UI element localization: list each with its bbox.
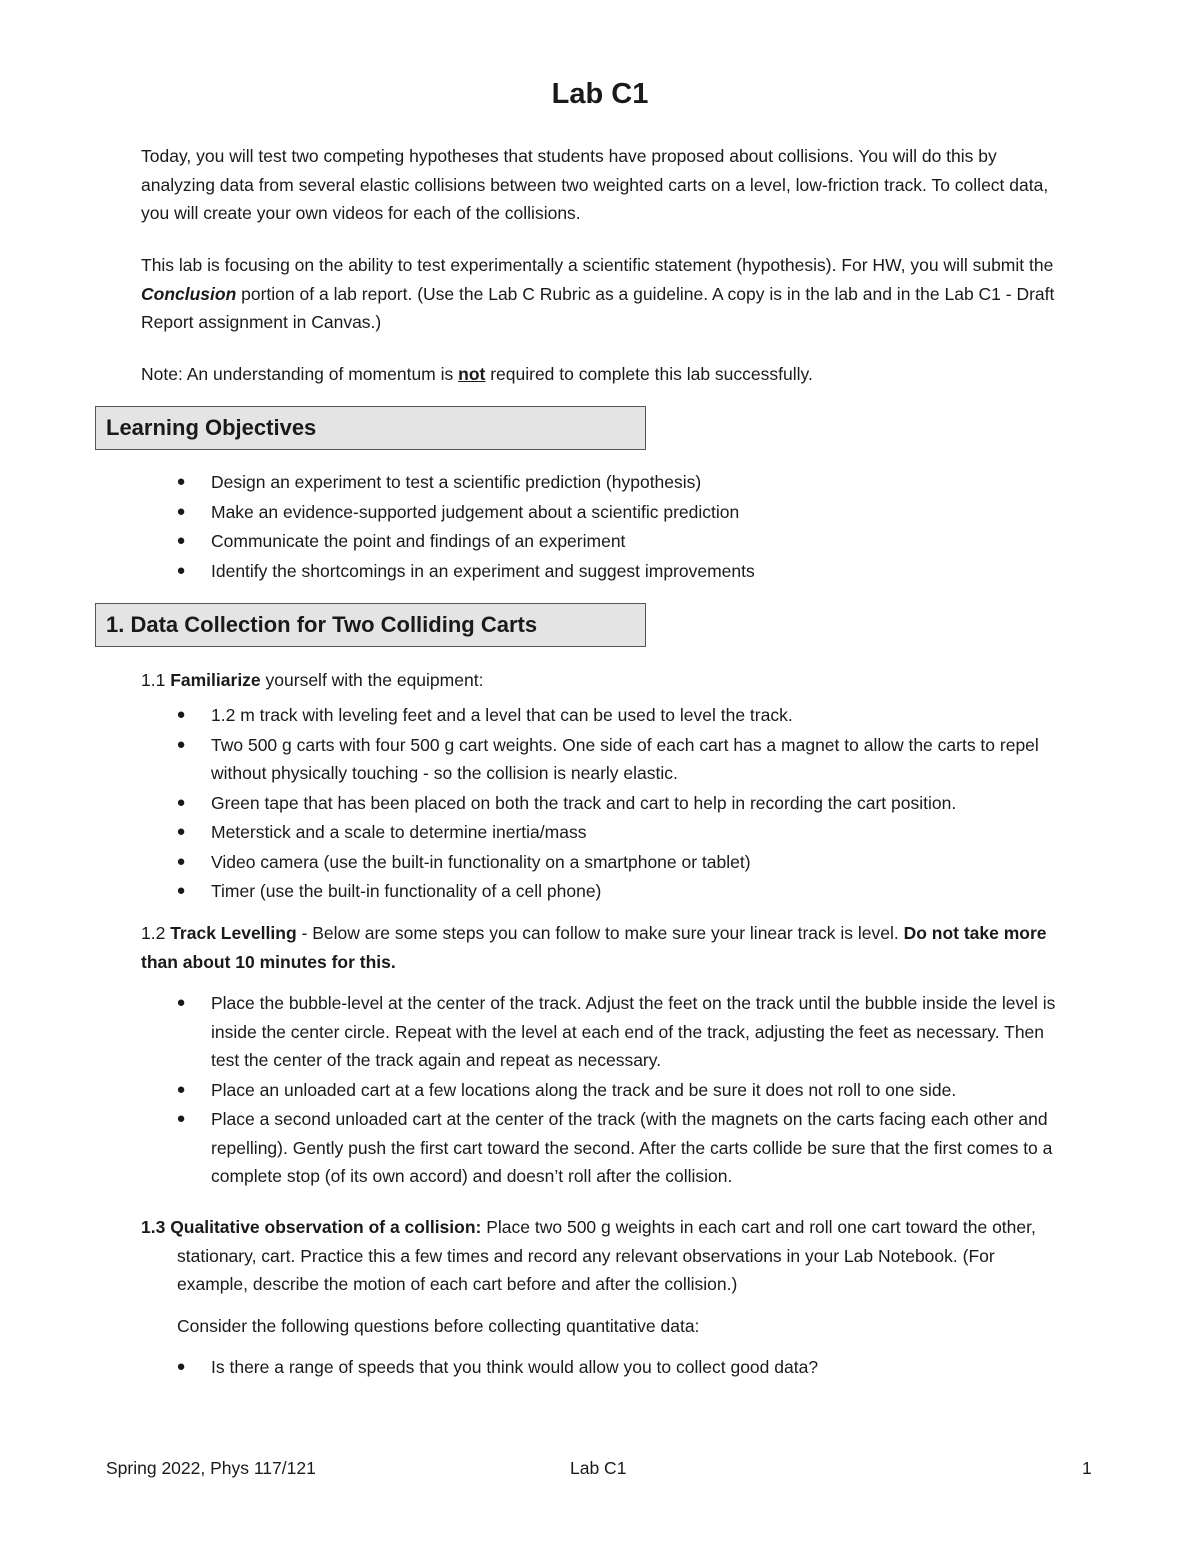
bullet: ● — [176, 473, 186, 490]
leveling-steps-list — [0, 989, 1061, 1191]
list-item: ● Identify the shortcomings in an experiment and suggest improvements — [0, 557, 1061, 586]
bullet: ● — [176, 561, 186, 579]
conclusion-emphasis: Conclusion — [141, 283, 237, 304]
note-paragraph — [141, 360, 1066, 389]
list-item: ● Is there a range of speeds that you think would allow you to collect good data? — [0, 1353, 1061, 1382]
learning-objectives-list — [0, 468, 1061, 585]
list-item: ● 1.2 m track with leveling feet and a level that can be used to level the track. — [0, 701, 1061, 730]
intro-p2-rest: portion of a lab report. (Use the Lab C Rubric as a guideline. A copy is in the lab and in the Lab C1 - Draft Report assignment in Canvas.) — [141, 283, 1055, 332]
familiarize-bold: Familiarize — [170, 670, 261, 690]
list-item: ● Communicate the point and findings of an experiment — [0, 527, 1061, 556]
not-emphasis: not — [458, 364, 486, 384]
learning-objectives-heading: Learning Objectives — [95, 406, 646, 450]
bullet: ● — [176, 1110, 186, 1127]
bullet: ● — [176, 706, 186, 723]
intro-paragraph-hw — [141, 251, 1066, 337]
bullet: ● — [176, 994, 186, 1011]
bullet: ● — [176, 735, 186, 753]
list-item: ● Make an evidence-supported judgement about a scientific prediction — [0, 498, 1061, 527]
list-item: ● Place a second unloaded cart at the center of the track (with the magnets on the carts facing each other and repelling). Gently push the first cart toward the second. After the carts collide be sure that the first comes to a complete stop (of its own accord) and doesn’t roll after the collision. — [0, 1105, 1061, 1191]
step-1-3: 1.3 Qualitative observation of a collision: Place two 500 g weights in each cart and roll one cart toward the other, stationary, cart. Practice this a few times and record any relevant observations in your Lab Notebook. (For example, describe the motion of each cart before and after the collision.) — [141, 1217, 1036, 1294]
section-1-heading: 1. Data Collection for Two Colliding Carts — [95, 603, 646, 647]
questions-list — [0, 1353, 1061, 1382]
note-text: Note: An understanding of momentum is — [141, 364, 459, 384]
list-item: ● Timer (use the built-in functionality of a cell phone) — [0, 877, 1061, 906]
note-rest: required to complete this lab successfully. — [485, 364, 813, 384]
bullet: ● — [176, 1358, 186, 1375]
bullet: ● — [176, 882, 186, 899]
page-title: Lab C1 — [551, 78, 649, 110]
bullet: ● — [176, 502, 186, 520]
page-number: 1 — [1082, 1458, 1092, 1478]
qualitative-observation-bold: 1.3 Qualitative observation of a collision: — [141, 1217, 482, 1237]
time-limit-bold: Do not take more than about 10 minutes for this. — [141, 923, 1047, 972]
track-levelling-bold: Track Levelling — [170, 923, 297, 943]
bullet: ● — [176, 1080, 186, 1098]
equipment-list — [0, 701, 1061, 906]
list-item: ● Two 500 g carts with four 500 g cart weights. One side of each cart has a magnet to allow the carts to repel without physically touching - so the collision is nearly elastic. — [0, 731, 1061, 788]
step-1-1: 1.1 Familiarize yourself with the equipment: — [141, 670, 484, 690]
bullet: ● — [176, 793, 186, 811]
bullet: ● — [176, 532, 186, 549]
list-item: ● Place an unloaded cart at a few locations along the track and be sure it does not roll to one side. — [0, 1076, 1061, 1105]
intro-p2-text: This lab is focusing on the ability to test experimentally a scientific statement (hypothesis). For HW, you will submit the — [141, 255, 1054, 275]
list-item: ● Green tape that has been placed on both the track and cart to help in recording the cart position. — [0, 789, 1061, 818]
bullet: ● — [176, 823, 186, 840]
list-item: ● Design an experiment to test a scientific prediction (hypothesis) — [0, 468, 1061, 497]
footer-course: Spring 2022, Phys 117/121 — [106, 1458, 316, 1478]
intro-paragraph: Today, you will test two competing hypotheses that students have proposed about collisions. You will do this by analyzing data from several elastic collisions between two weighted carts on a level, low-friction track. To collect data, you will create your own videos for each of the collisions. — [141, 146, 1049, 223]
consider-text: Consider the following questions before collecting quantitative data: — [177, 1316, 700, 1336]
list-item: ● Video camera (use the built-in functionality on a smartphone or tablet) — [0, 848, 1061, 877]
step-1-2: 1.2 Track Levelling - Below are some steps you can follow to make sure your linear track is level. Do not take more than about 10 minutes for this. — [141, 923, 1047, 972]
bullet: ● — [176, 852, 186, 870]
list-item: ● Place the bubble-level at the center of the track. Adjust the feet on the track until the bubble inside the level is inside the center circle. Repeat with the level at each end of the track, adjusting the feet as necessary. Then test the center of the track again and repeat as necessary. — [0, 989, 1061, 1075]
footer-title: Lab C1 — [570, 1458, 627, 1478]
list-item: ● Meterstick and a scale to determine inertia/mass — [0, 818, 1061, 847]
